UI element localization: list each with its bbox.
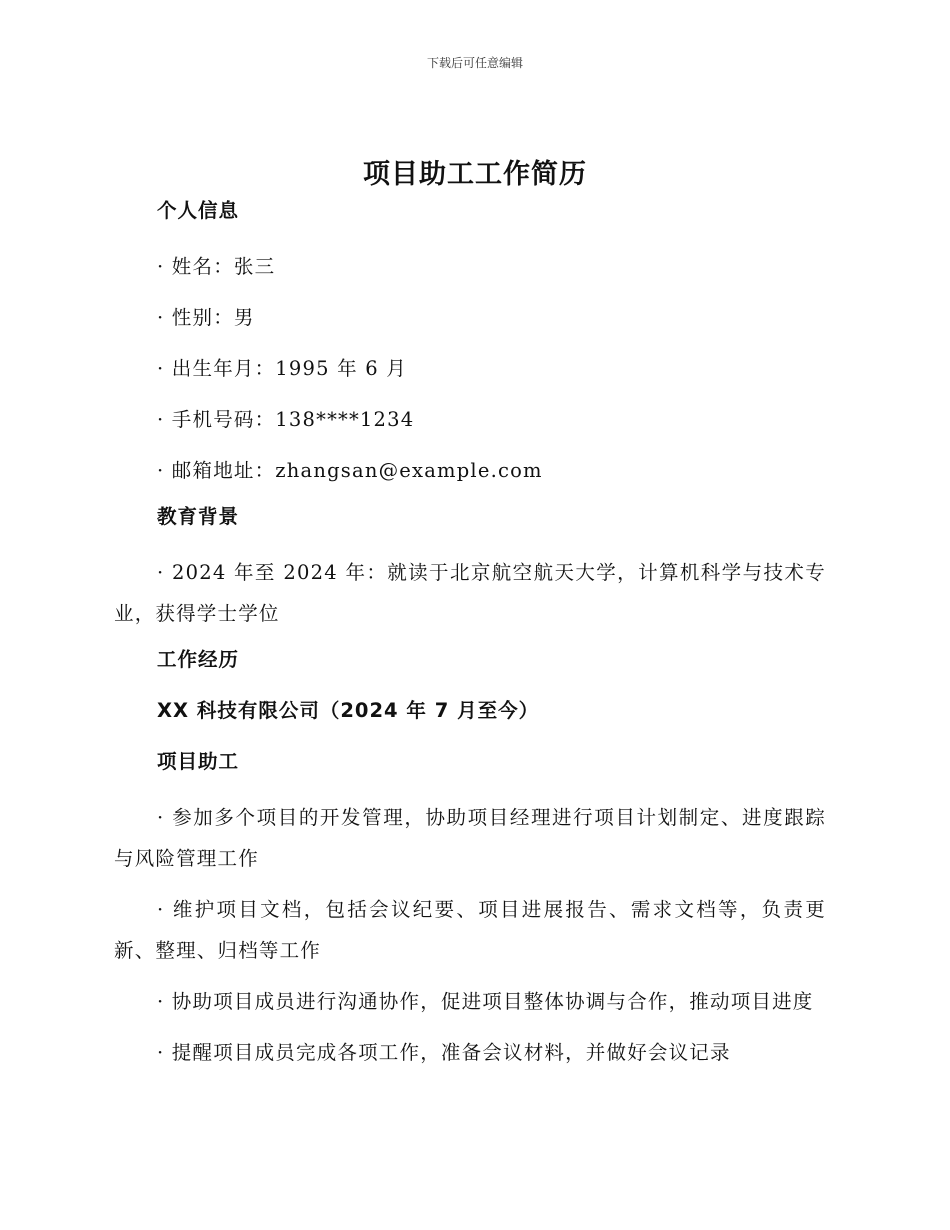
personal-item-email: · 邮箱地址：zhangsan@example.com [157, 459, 543, 482]
resume-body [114, 195, 826, 1073]
section-heading-education: 教育背景 [157, 505, 240, 528]
document-title: 项目助工工作简历 [363, 159, 587, 190]
work-duty-item: · 维护项目文档，包括会议纪要、项目进展报告、需求文档等，负责更新、整理、归档等工作 [114, 898, 826, 962]
work-duty-item: · 提醒项目成员完成各项工作，准备会议材料，并做好会议记录 [157, 1041, 731, 1064]
work-duty-item: · 协助项目成员进行沟通协作，促进项目整体协调与合作，推动项目进度 [157, 990, 814, 1013]
work-duty-item: · 参加多个项目的开发管理，协助项目经理进行项目计划制定、进度跟踪与风险管理工作 [114, 806, 826, 870]
work-company: XX 科技有限公司（2024 年 7 月至今） [157, 699, 540, 722]
work-role: 项目助工 [157, 750, 240, 773]
personal-item-phone: · 手机号码：138****1234 [157, 408, 415, 431]
personal-item-birth: · 出生年月：1995 年 6 月 [157, 357, 407, 380]
personal-item-gender: · 性别：男 [157, 306, 255, 329]
section-heading-work: 工作经历 [157, 648, 240, 671]
personal-item-name: · 姓名：张三 [157, 255, 276, 278]
education-item: · 2024 年至 2024 年：就读于北京航空航天大学，计算机科学与技术专业，获得学士学位 [114, 561, 826, 625]
section-heading-personal-info: 个人信息 [157, 199, 240, 222]
page-header-note: 下载后可任意编辑 [426, 56, 523, 70]
